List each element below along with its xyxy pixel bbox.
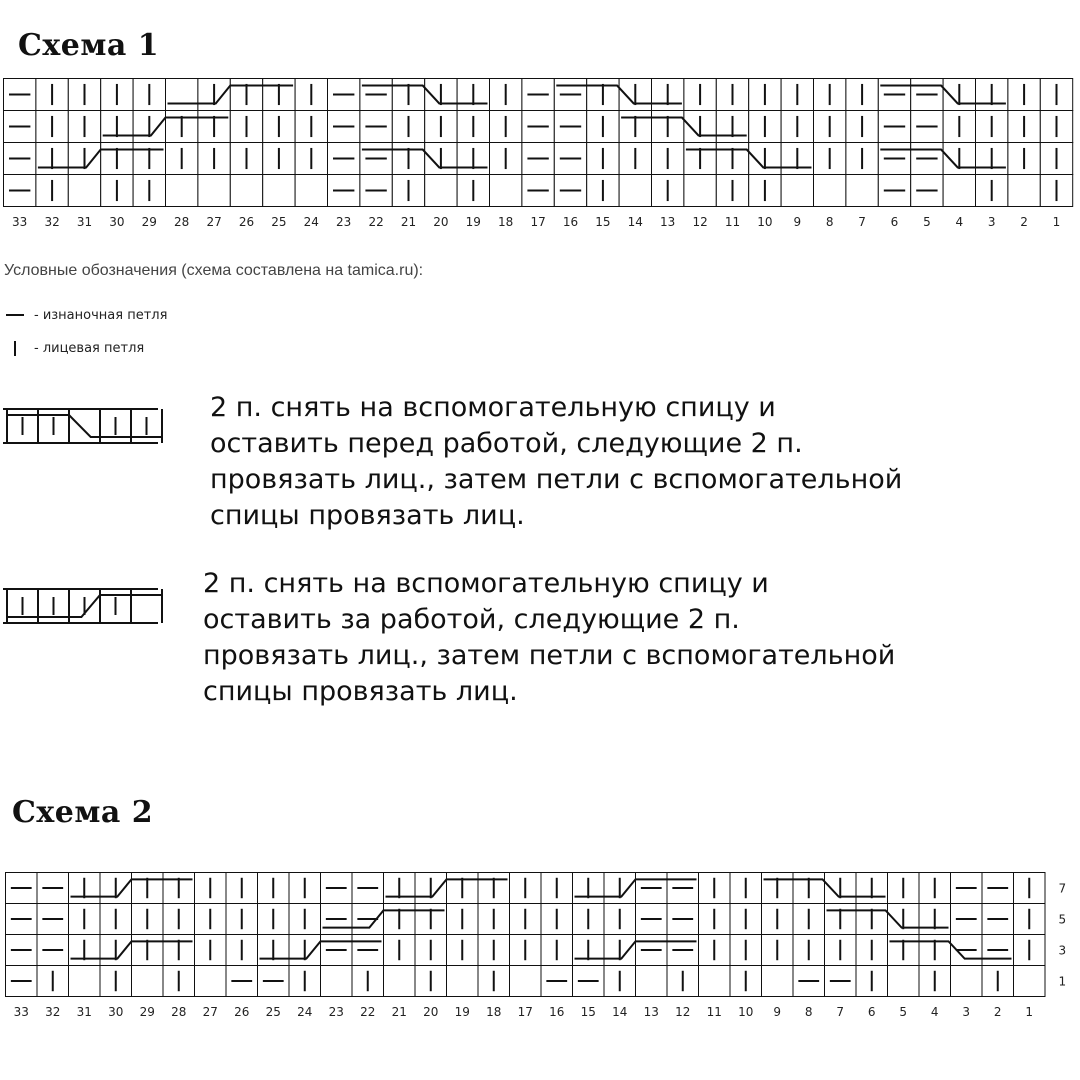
column-number: 15 bbox=[595, 215, 611, 229]
column-number: 17 bbox=[517, 1005, 533, 1019]
column-number: 7 bbox=[836, 1005, 845, 1019]
chart-cell bbox=[619, 175, 651, 207]
knit-symbol-icon bbox=[4, 339, 34, 357]
chart-cell bbox=[132, 966, 164, 997]
chart-cell bbox=[295, 175, 327, 207]
column-number: 9 bbox=[793, 215, 802, 229]
column-number: 6 bbox=[867, 1005, 876, 1019]
column-number: 16 bbox=[562, 215, 579, 229]
column-number: 13 bbox=[660, 215, 676, 229]
chart-cell bbox=[195, 966, 227, 997]
chart-cell bbox=[1014, 966, 1046, 997]
chart-cell bbox=[198, 175, 230, 207]
chart-cell bbox=[1008, 175, 1040, 207]
cable-cross bbox=[7, 415, 162, 437]
scheme-1-title: Схема 1 bbox=[18, 28, 160, 63]
column-number: 28 bbox=[171, 1005, 187, 1019]
chart-cell bbox=[684, 175, 716, 207]
chart-cell bbox=[781, 175, 813, 207]
column-number: 31 bbox=[76, 215, 93, 229]
chart-cell bbox=[888, 966, 920, 997]
column-number: 10 bbox=[757, 215, 773, 229]
column-number: 13 bbox=[643, 1005, 659, 1019]
column-number: 12 bbox=[675, 1005, 691, 1019]
column-number: 19 bbox=[454, 1005, 470, 1019]
column-number: 14 bbox=[627, 215, 643, 229]
column-number: 26 bbox=[234, 1005, 250, 1019]
cable-front-description: 2 п. снять на вспомогательную спицу и оставить перед работой, следующие 2 п. провязать лиц., затем петли с вспомогательной спицы провязать лиц. bbox=[210, 392, 903, 531]
chart-cell bbox=[230, 175, 262, 207]
column-number: 1 bbox=[1052, 215, 1061, 229]
column-number: 29 bbox=[141, 215, 157, 229]
column-number: 32 bbox=[44, 215, 60, 229]
column-number: 5 bbox=[899, 1005, 908, 1019]
column-number: 20 bbox=[423, 1005, 439, 1019]
column-number: 25 bbox=[271, 215, 287, 229]
chart-cell bbox=[846, 175, 878, 207]
scheme-2-chart bbox=[5, 872, 1077, 1032]
column-number: 2 bbox=[1020, 215, 1028, 229]
column-number: 18 bbox=[486, 1005, 502, 1019]
column-number: 33 bbox=[12, 215, 28, 229]
legend-title: Условные обозначения (схема составлена на tamica.ru): bbox=[4, 262, 424, 279]
column-number: 18 bbox=[498, 215, 514, 229]
chart-cell bbox=[951, 966, 983, 997]
column-number: 8 bbox=[825, 215, 834, 229]
column-number: 24 bbox=[303, 215, 319, 229]
column-number: 25 bbox=[265, 1005, 281, 1019]
chart-cell bbox=[762, 966, 794, 997]
column-number: 4 bbox=[955, 215, 964, 229]
cable-back-description: 2 п. снять на вспомогательную спицу и оставить за работой, следующие 2 п. провязать лиц., затем петли с вспомогательной спицы провязать лиц. bbox=[203, 568, 896, 707]
column-number: 19 bbox=[465, 215, 481, 229]
column-number: 12 bbox=[692, 215, 708, 229]
chart-cell bbox=[814, 175, 846, 207]
row-number: 3 bbox=[1058, 943, 1067, 958]
column-number: 5 bbox=[923, 215, 931, 229]
column-number: 32 bbox=[45, 1005, 61, 1019]
column-number: 23 bbox=[328, 1005, 344, 1019]
column-number: 21 bbox=[391, 1005, 407, 1019]
chart-cell bbox=[636, 966, 668, 997]
row-number: 5 bbox=[1058, 912, 1067, 927]
chart-cell bbox=[166, 175, 198, 207]
column-number: 28 bbox=[174, 215, 190, 229]
chart-cell bbox=[490, 175, 522, 207]
column-number: 11 bbox=[706, 1005, 722, 1019]
scheme-2-title: Схема 2 bbox=[12, 795, 154, 830]
legend-knit-label: - лицевая петля bbox=[34, 340, 145, 356]
row-number: 1 bbox=[1058, 974, 1067, 989]
column-number: 31 bbox=[76, 1005, 92, 1019]
column-number: 27 bbox=[202, 1005, 218, 1019]
column-number: 15 bbox=[580, 1005, 596, 1019]
chart-cell bbox=[425, 175, 457, 207]
chart-cell bbox=[510, 966, 542, 997]
cable-front-symbol-icon bbox=[3, 403, 171, 449]
row-number: 7 bbox=[1058, 881, 1067, 896]
chart-cell bbox=[263, 175, 295, 207]
column-number: 30 bbox=[109, 215, 125, 229]
column-number: 26 bbox=[238, 215, 255, 229]
column-number: 24 bbox=[297, 1005, 313, 1019]
column-number: 21 bbox=[400, 215, 417, 229]
column-number: 22 bbox=[360, 1005, 376, 1019]
column-number: 16 bbox=[549, 1005, 565, 1019]
column-number: 20 bbox=[433, 215, 449, 229]
chart-cell bbox=[166, 79, 198, 111]
chart-cell bbox=[447, 966, 479, 997]
purl-symbol-icon bbox=[4, 306, 34, 324]
column-number: 3 bbox=[962, 1005, 971, 1019]
column-number: 22 bbox=[368, 215, 384, 229]
chart-cell bbox=[69, 966, 101, 997]
column-number: 4 bbox=[930, 1005, 939, 1019]
column-number: 23 bbox=[336, 215, 352, 229]
column-number: 7 bbox=[858, 215, 866, 229]
column-number: 10 bbox=[738, 1005, 754, 1019]
column-number: 29 bbox=[139, 1005, 155, 1019]
column-number: 17 bbox=[530, 215, 546, 229]
column-number: 2 bbox=[993, 1005, 1002, 1019]
column-number: 8 bbox=[804, 1005, 813, 1019]
column-number: 6 bbox=[890, 215, 899, 229]
cable-back-symbol-icon bbox=[3, 583, 185, 629]
column-number: 1 bbox=[1025, 1005, 1034, 1019]
column-number: 27 bbox=[206, 215, 222, 229]
column-number: 9 bbox=[773, 1005, 782, 1019]
legend-knit bbox=[4, 339, 144, 357]
column-number: 11 bbox=[724, 215, 741, 229]
column-number: 3 bbox=[987, 215, 996, 229]
chart-cell bbox=[384, 966, 416, 997]
scheme-1-chart bbox=[3, 78, 1075, 238]
legend-purl-label: - изнаночная петля bbox=[34, 307, 168, 323]
legend-purl bbox=[4, 306, 167, 324]
column-number: 30 bbox=[108, 1005, 124, 1019]
column-number: 33 bbox=[13, 1005, 29, 1019]
chart-cell bbox=[68, 175, 100, 207]
chart-cell bbox=[699, 966, 731, 997]
chart-cell bbox=[321, 966, 353, 997]
chart-cell bbox=[943, 175, 975, 207]
column-number: 14 bbox=[612, 1005, 628, 1019]
